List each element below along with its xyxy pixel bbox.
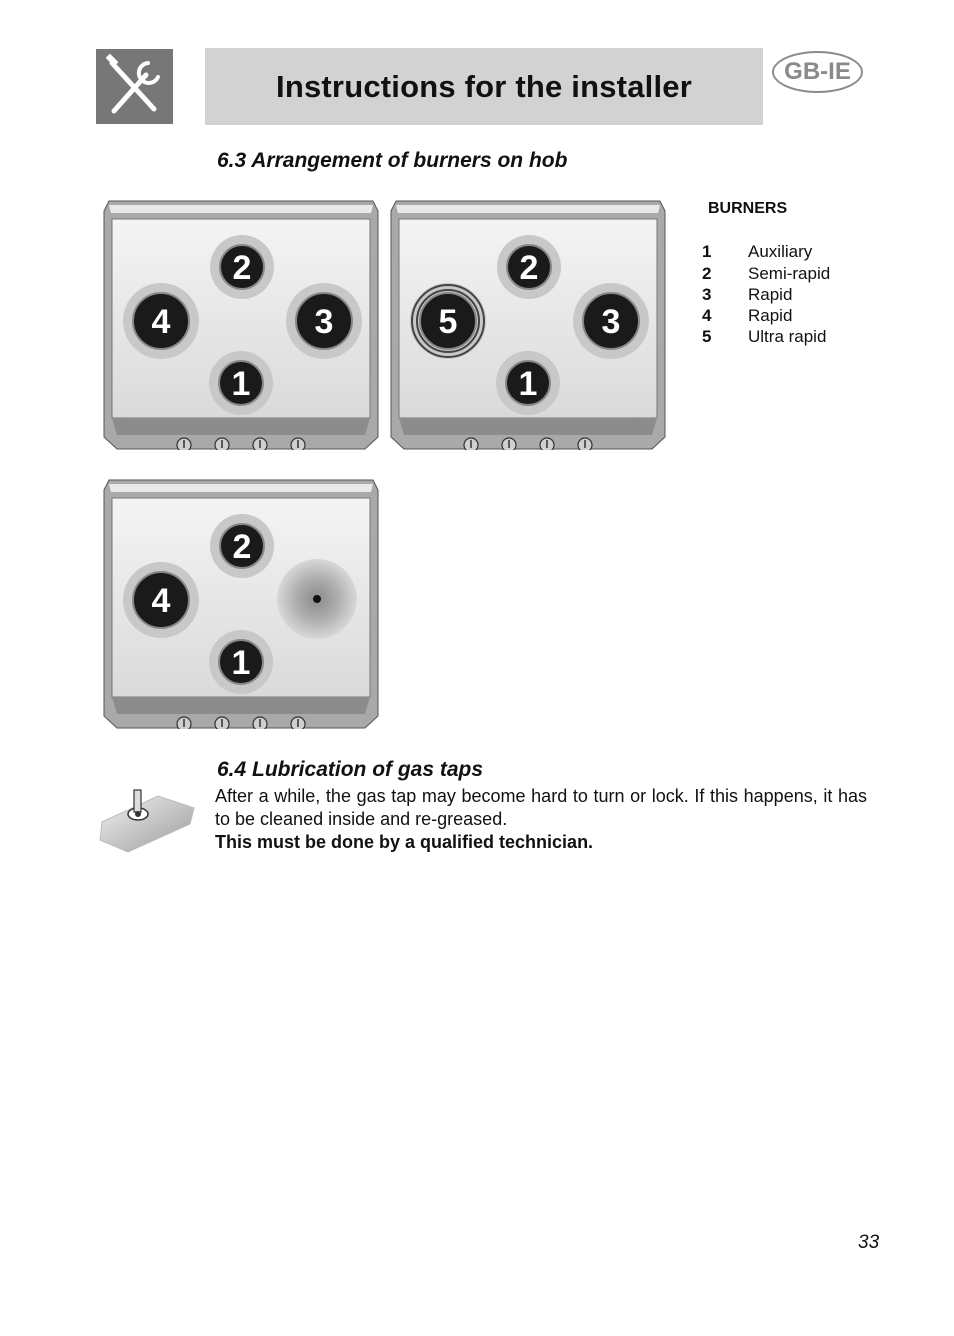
burner-2 [497,235,561,299]
burner-number: 1 [231,365,251,403]
language-badge: GB-IE [772,51,863,93]
legend-label: Ultra rapid [748,327,827,346]
title-bar [205,48,763,125]
electric-hotplate-icon [277,559,357,639]
burner-number: 2 [519,249,539,287]
lubrication-paragraph: After a while, the gas tap may become hard to turn or lock. If this happens, it has to be cleaned inside and re-greased. [215,786,867,829]
burner-1 [209,351,273,415]
gas-tap-icon [98,778,198,861]
burner-4 [123,283,199,359]
burner-number: 5 [438,303,458,341]
hob-diagram-2 [390,199,666,450]
tool-icon-box [96,49,173,124]
legend-number: 3 [702,285,712,304]
lubrication-text [215,785,867,854]
page-number: 33 [858,1232,880,1253]
burner-1 [209,630,273,694]
burner-4 [123,562,199,638]
legend-label: Auxiliary [748,242,813,261]
burner-number: 1 [518,365,538,403]
burners-legend-heading: BURNERS [708,200,788,217]
burner-number: 1 [231,644,251,682]
wrench-screwdriver-icon [96,49,173,124]
legend-number: 2 [702,264,712,283]
section-heading-6-4: 6.4 Lubrication of gas taps [217,758,484,781]
burner-3 [573,283,649,359]
technician-warning: This must be done by a qualified technician. [215,832,594,852]
burner-number: 3 [314,303,334,341]
burner-2 [210,514,274,578]
burner-number: 2 [232,528,252,566]
legend-number: 4 [702,306,712,325]
section-heading-6-3: 6.3 Arrangement of burners on hob [217,149,568,172]
burner-number: 2 [232,249,252,287]
burner-3 [286,283,362,359]
legend-label: Rapid [748,306,793,325]
burner-number: 4 [151,303,171,341]
legend-label: Semi-rapid [748,264,831,283]
burner-1 [496,351,560,415]
hob-diagram-1 [103,199,379,450]
legend-label: Rapid [748,285,793,304]
burner-2 [210,235,274,299]
page-title: Instructions for the installer [276,68,692,104]
burner-number: 4 [151,582,171,620]
burner-number: 3 [601,303,621,341]
legend-number: 5 [702,327,712,346]
burner-5 [410,283,486,359]
hob-diagram-3 [103,478,379,729]
legend-number: 1 [702,242,712,261]
